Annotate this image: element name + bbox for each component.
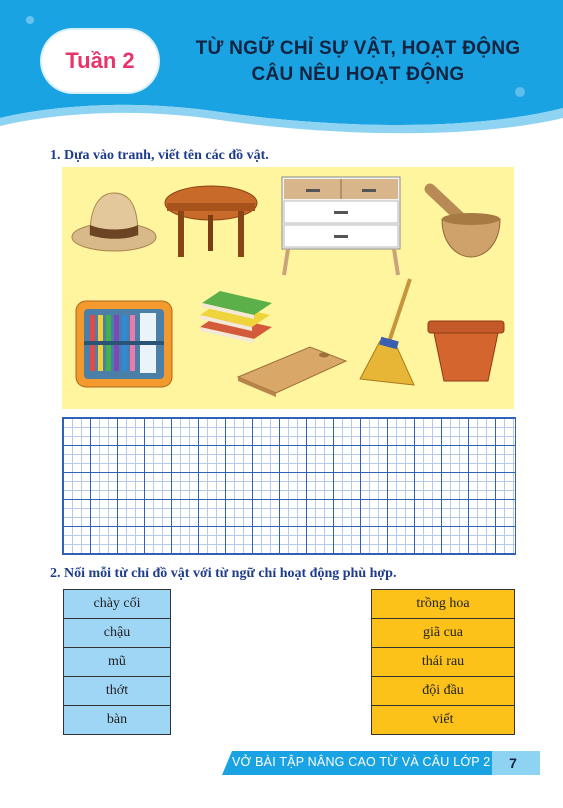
- pencil-case-icon: [74, 297, 174, 391]
- cutting-board-icon: [232, 343, 352, 399]
- activity-word-box[interactable]: giã cua: [371, 618, 515, 648]
- object-word-box[interactable]: bàn: [63, 705, 171, 735]
- activity-word-column: [371, 590, 515, 735]
- object-word-box[interactable]: mũ: [63, 647, 171, 677]
- object-word-box[interactable]: chậu: [63, 618, 171, 648]
- book-title: VỞ BÀI TẬP NÂNG CAO TỪ VÀ CÂU LỚP 2: [232, 755, 491, 769]
- object-word-column: [63, 590, 171, 735]
- activity-word-box[interactable]: đội đầu: [371, 676, 515, 706]
- week-badge: Tuần 2: [42, 30, 158, 92]
- page-title: [168, 36, 548, 88]
- activity-word-box[interactable]: thái rau: [371, 647, 515, 677]
- object-word-box[interactable]: chày cối: [63, 589, 171, 619]
- mortar-pestle-icon: [420, 183, 506, 261]
- drawer-cabinet-icon: [280, 175, 402, 279]
- page-number: 7: [509, 755, 517, 771]
- object-word-box[interactable]: thớt: [63, 676, 171, 706]
- hat-icon: [68, 185, 160, 255]
- exercise-2-prompt: 2. Nối mỗi từ chỉ đồ vật với từ ngữ chỉ hoạt động phù hợp.: [50, 566, 397, 581]
- table-icon: [162, 183, 260, 261]
- activity-word-box[interactable]: viết: [371, 705, 515, 735]
- broom-icon: [358, 275, 418, 395]
- activity-word-box[interactable]: trồng hoa: [371, 589, 515, 619]
- title-line-1: TỪ NGỮ CHỈ SỰ VẬT, HOẠT ĐỘNG: [195, 38, 521, 59]
- page-header: [0, 0, 563, 140]
- books-icon: [196, 287, 276, 345]
- exercise-1-prompt: 1. Dựa vào tranh, viết tên các đồ vật.: [50, 148, 269, 163]
- flower-pot-icon: [426, 319, 506, 385]
- title-line-2: CÂU NÊU HOẠT ĐỘNG: [251, 64, 465, 85]
- writing-grid[interactable]: [62, 417, 516, 555]
- picture-panel: [62, 167, 514, 409]
